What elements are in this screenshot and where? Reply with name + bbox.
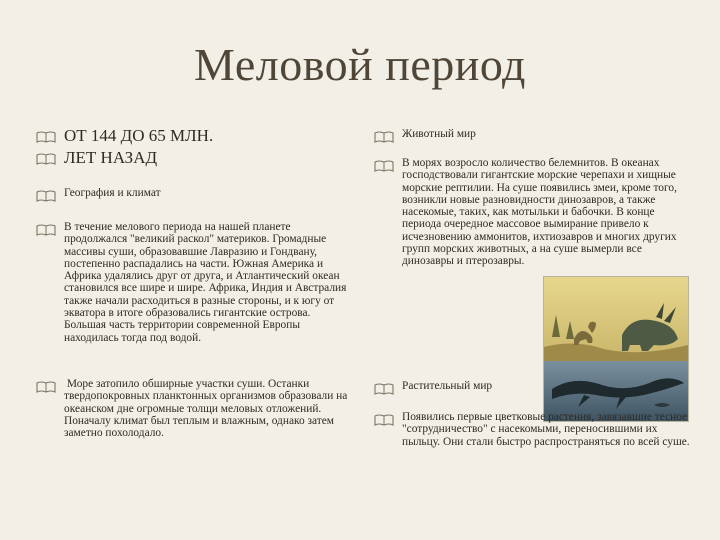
book-bullet-icon [36,152,56,164]
bullet-flora-heading [374,380,690,394]
bullet-geography-text [36,221,352,344]
book-bullet-icon [374,413,394,425]
bullet-heading-line2 [36,148,326,168]
book-bullet-icon [374,159,394,171]
sea-text: Море затопило обширные участки суши. Останки твердопокровных планктонных организмов образовали на океанском дне огромные толщи меловых отложений. Поначалу климат был теплым и влажным, однако затем заметно похолодало. [64,378,351,440]
bullet-fauna-heading [374,128,690,142]
book-bullet-icon [36,189,56,201]
bullet-fauna-text [374,157,692,268]
dinosaur-illustration [543,276,689,422]
bullet-heading-line1 [36,126,326,146]
geography-heading: География и климат [64,187,161,199]
book-bullet-icon [374,130,394,142]
book-bullet-icon [36,380,56,392]
slide-title: Меловой период [194,39,526,90]
book-bullet-icon [36,130,56,142]
flora-heading: Растительный мир [402,380,493,392]
book-bullet-icon [374,382,394,394]
geography-text: В течение мелового периода на нашей планете продолжался "великий раскол" материков. Громадные массивы суши, образовавшие Лавразию и Гондвану, постепенно распадались на части. Южная Америка и Африка удалялись друг от друга, и Атлантический океан становился все шире и шире. Африка, Индия и Австралия также начали расходиться в разные стороны, и к югу от экватора в итоге образовались гигантские острова. Большая часть территории современной Европы находилась тогда под водой. [64,221,347,344]
fauna-text: В морях возросло количество белемнитов. В океанах господствовали гигантские морские черепахи и хищные морские рептилии. На суше появились змеи, кроме того, возникли новые разновидности динозавров, а также насекомые, таких, как мотыльки и бабочки. В конце периода очередное массовое вымирание привело к исчезновению аммонитов, ихтиозавров и многих других групп морских животных, а на суше вымерли все динозавры и птерозавры. [402,157,677,268]
flora-text: Появились первые цветковые растения, завязавшие тесное "сотрудничество" с насекомыми, переносившими их пыльцу. Они стали быстро распространяться по всей суше. [402,411,690,448]
book-bullet-icon [36,223,56,235]
bullet-geography-heading [36,187,336,201]
bullet-flora-text [374,411,690,448]
heading-line2: ЛЕТ НАЗАД [64,148,158,167]
heading-line1: ОТ 144 ДО 65 МЛН. [64,126,214,145]
fauna-heading: Животный мир [402,128,476,140]
bullet-sea-text [36,378,352,439]
